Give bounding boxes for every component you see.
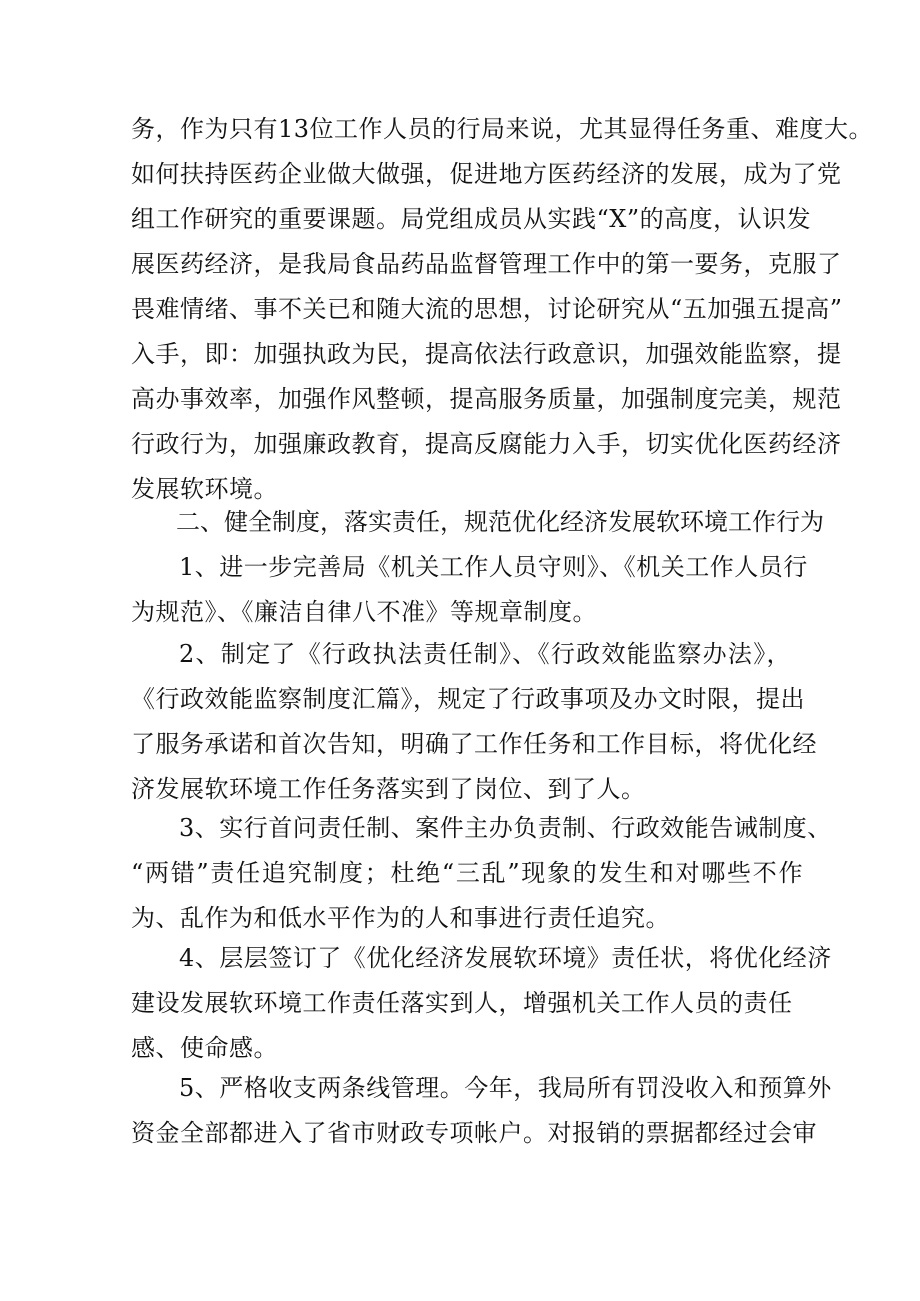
text-line: 了服务承诺和首次告知，明确了工作任务和工作目标，将优化经 — [131, 730, 817, 758]
item-5 — [131, 1066, 832, 1156]
text-line: 1、进一步完善局《机关工作人员守则》、《机关工作人员行 — [179, 553, 808, 581]
text-line: 资金全部都进入了省市财政专项帐户。对报销的票据都经过会审 — [131, 1119, 817, 1147]
text-line: 建设发展软环境工作责任落实到人，增强机关工作人员的责任 — [131, 989, 793, 1017]
text-line: 高办事效率，加强作风整顿，提高服务质量，加强制度完美，规范 — [131, 385, 842, 413]
text-line: 4、层层签订了《优化经济发展软环境》责任状，将优化经济 — [179, 944, 832, 972]
paragraph-1 — [131, 107, 874, 512]
item-3 — [131, 806, 832, 941]
text-line: 务，作为只有13位工作人员的行局来说，尤其显得任务重、难度大。 — [131, 115, 874, 143]
text-line: 5、严格收支两条线管理。今年，我局所有罚没收入和预算外 — [179, 1074, 832, 1102]
item-2 — [131, 632, 817, 812]
text-line: 如何扶持医药企业做大做强，促进地方医药经济的发展，成为了党 — [131, 160, 842, 188]
text-line: 发展软环境。 — [131, 475, 278, 503]
text-line: 为规范》、《廉洁自律八不准》等规章制度。 — [131, 598, 597, 626]
text-line: 展医药经济，是我局食品药品监督管理工作中的第一要务，克服了 — [131, 250, 842, 278]
text-line: “两错”责任追究制度；杜绝“三乱”现象的发生和对哪些不作 — [131, 859, 803, 887]
text-line: 《行政效能监察制度汇篇》，规定了行政事项及办文时限，提出 — [131, 685, 805, 713]
text-line: 3、实行首问责任制、案件主办负责制、行政效能告诫制度、 — [179, 814, 832, 842]
text-line: 感、使命感。 — [131, 1034, 278, 1062]
text-line: 济发展软环境工作任务落实到了岗位、到了人。 — [131, 775, 646, 803]
text-line: 畏难情绪、事不关已和随大流的思想，讨论研究从“五加强五提高” — [131, 295, 843, 323]
heading-text: 二、健全制度，落实责任，规范优化经济发展软环境工作行为 — [176, 508, 824, 536]
text-line: 组工作研究的重要课题。局党组成员从实践“X”的高度，认识发 — [131, 205, 812, 233]
item-4 — [131, 936, 832, 1071]
text-line: 入手，即：加强执政为民，提高依法行政意识，加强效能监察，提 — [131, 340, 842, 368]
text-line: 行政行为，加强廉政教育，提高反腐能力入手，切实优化医药经济 — [131, 430, 842, 458]
text-line: 为、乱作为和低水平作为的人和事进行责任追究。 — [131, 904, 670, 932]
item-1 — [131, 545, 808, 635]
section-heading — [176, 500, 824, 545]
text-line: 2、制定了《行政执法责任制》、《行政效能监察办法》， — [179, 640, 791, 668]
